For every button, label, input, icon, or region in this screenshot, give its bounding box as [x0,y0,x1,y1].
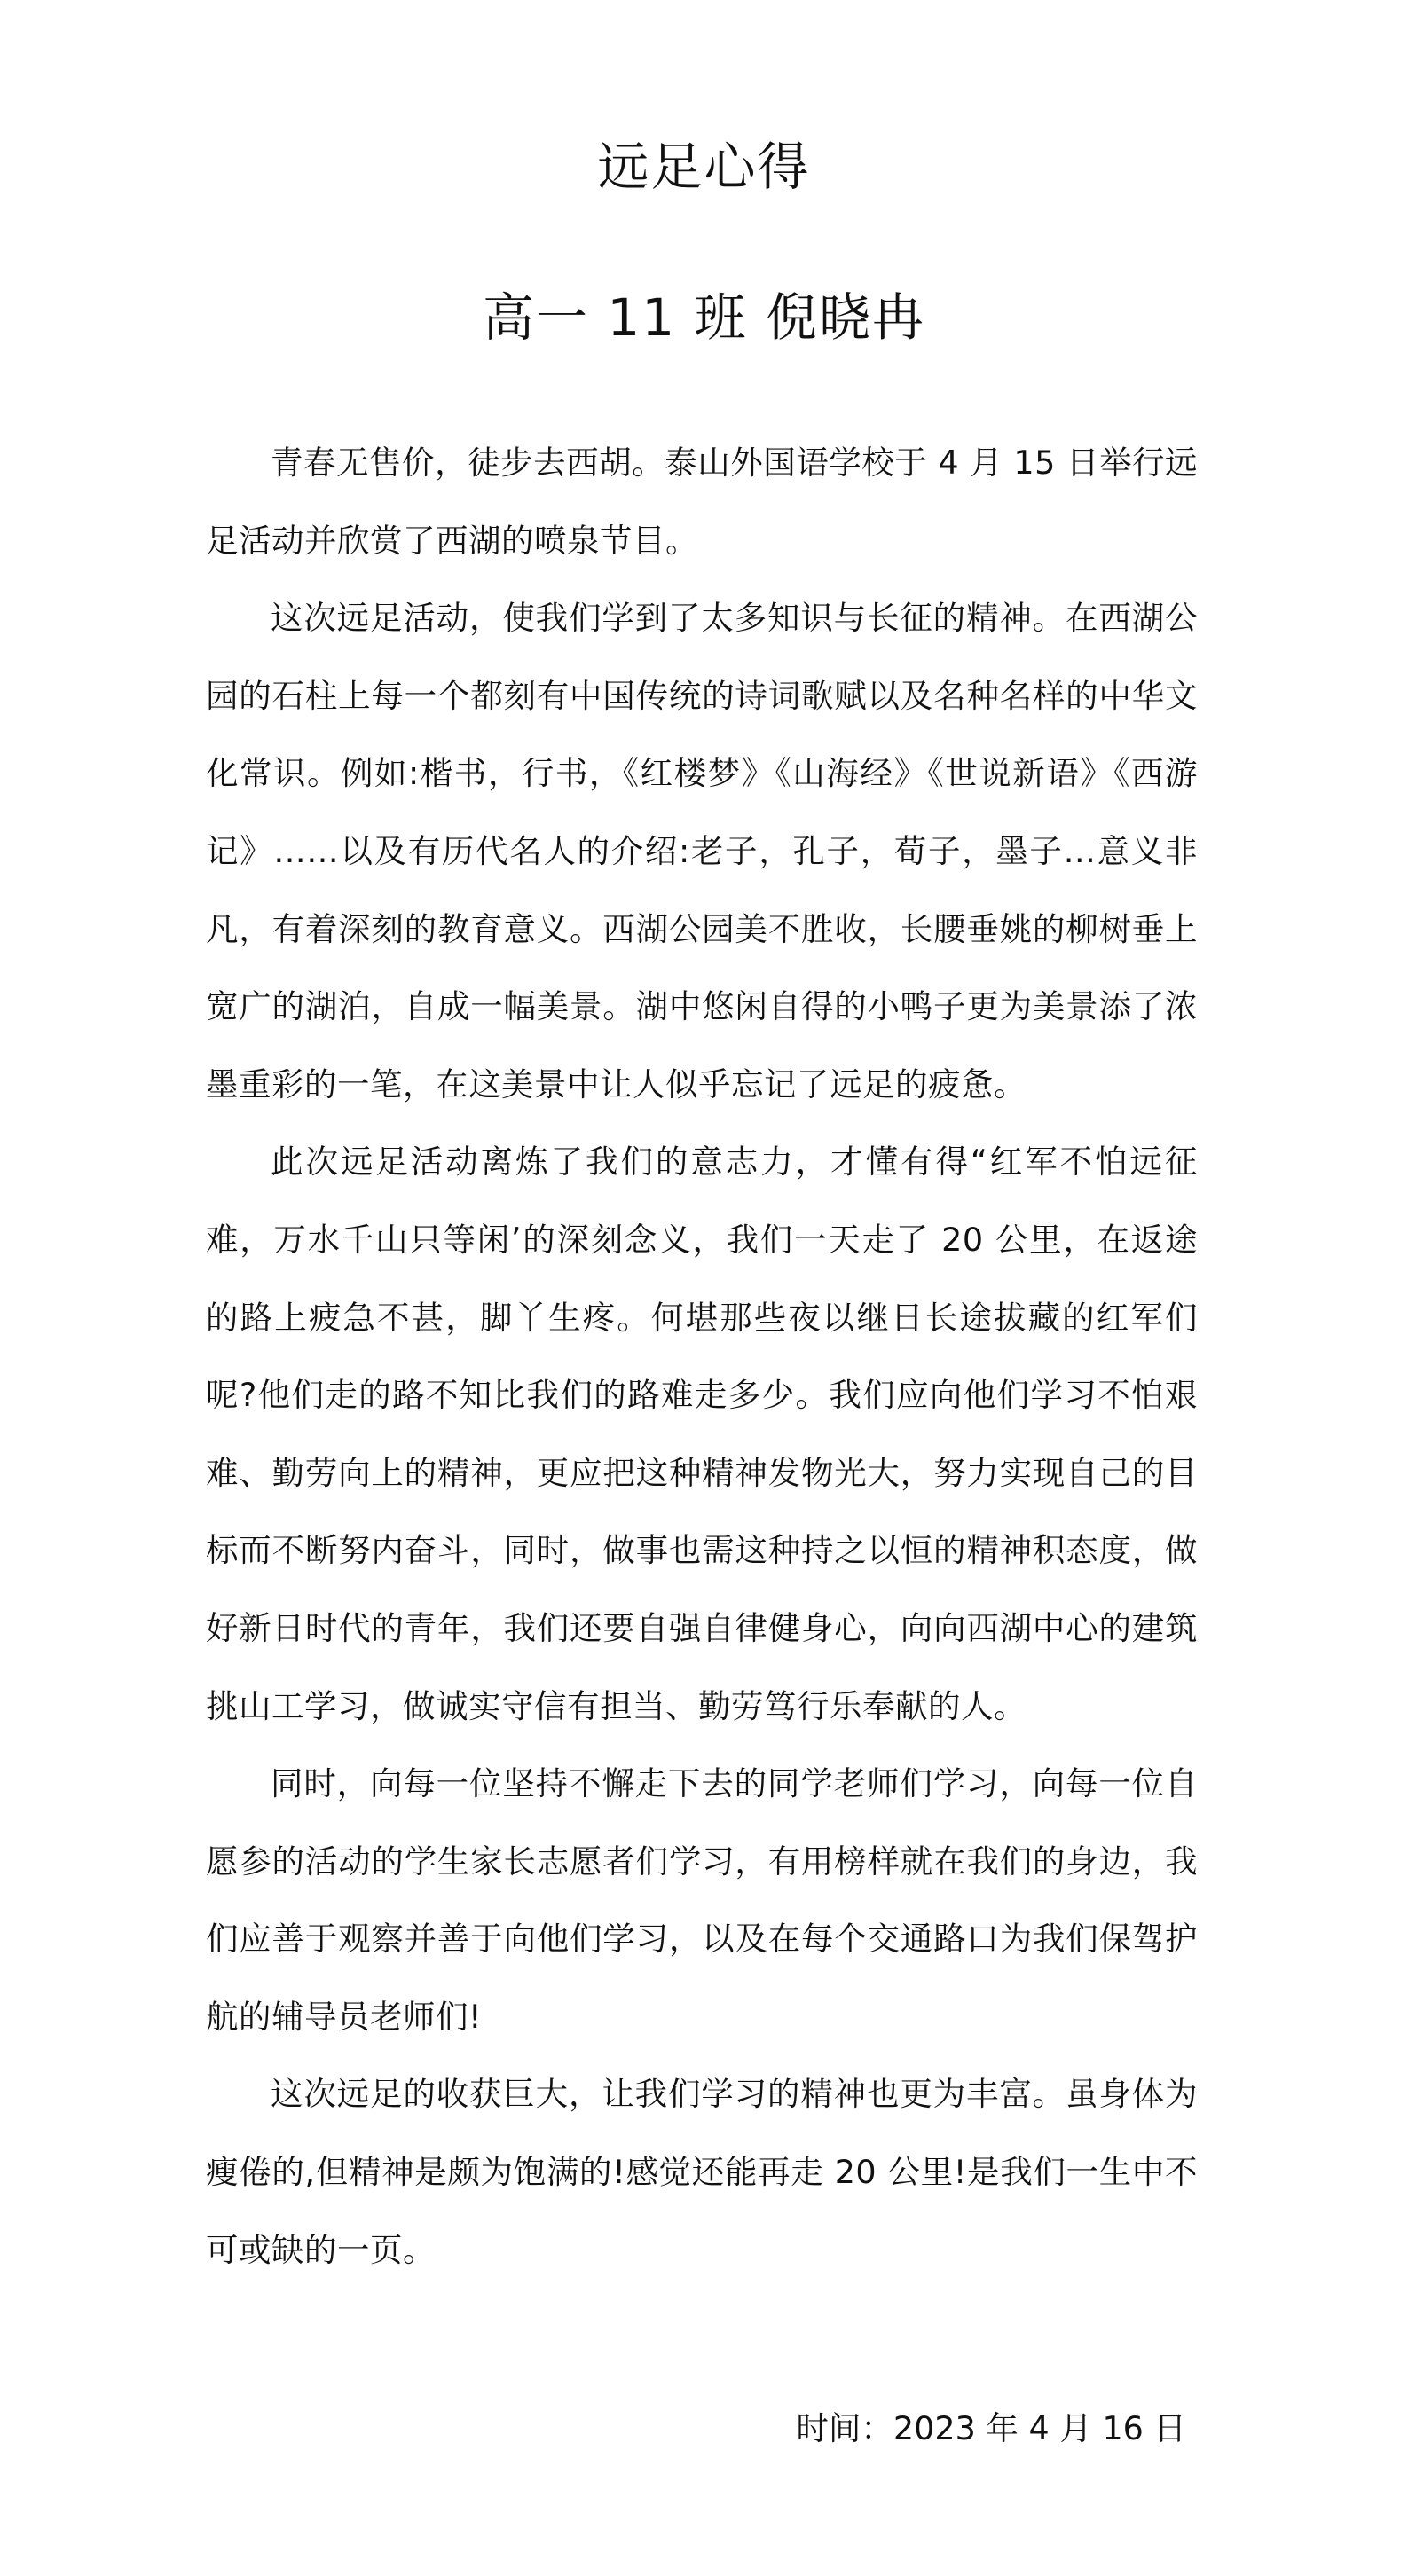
document-title: 远足心得 [597,137,811,197]
paragraph-4: 同时，向每一位坚持不懈走下去的同学老师们学习，向每一位自愿参的活动的学生家长志愿者们学习，有用榜样就在我们的身边，我们应善于观察并善于向他们学习，以及在每个交通路口为我们保驾护航的辅导员老师们! [206,1764,1198,2036]
paragraph-3: 此次远足活动离炼了我们的意志力，才懂有得“红军不怕远征难，万水千山只等闲’的深刻念义，我们一天走了 20 公里，在返途的路上疲急不甚，脚丫生疼。何堪那些夜以继日长途拔藏的红军们呢?他们走的路不知比我们的路难走多少。我们应向他们学习不怕艰难、勤劳向上的精神，更应把这种精神发物光大，努力实现自己的目标而不断努内奋斗，同时，做事也需这种持之以恒的精神积态度，做好新日时代的青年，我们还要自强自律健身心，向向西湖中心的建筑挑山工学习，做诚实守信有担当、勤劳笃行乐奉献的人。 [206,1143,1198,1725]
paragraph-5: 这次远足的收获巨大，让我们学习的精神也更为丰富。虽身体为瘦倦的,但精神是颇为饱满的!感觉还能再走 20 公里!是我们一生中不可或缺的一页。 [206,2075,1198,2269]
author-line: 高一 11 班 倪晓冉 [482,287,926,348]
date-line: 时间：2023 年 4 月 16 日 [796,2409,1186,2447]
paragraph-1: 青春无售价，徒步去西胡。泰山外国语学校于 4 月 15 日举行远足活动并欣赏了西湖的喷泉节目。 [206,444,1198,560]
document-body [206,424,1198,2289]
paragraph-2: 这次远足活动，使我们学到了太多知识与长征的精神。在西湖公园的石柱上每一个都刻有中国传统的诗词歌赋以及名种名样的中华文化常识。例如:楷书，行书，《红楼梦》《山海经》《世说新语》《西游记》……以及有历代名人的介绍:老子，孔子，荀子，墨子…意义非凡，有着深刻的教育意义。西湖公园美不胜收，长腰垂姚的柳树垂上宽广的湖泊，自成一幅美景。湖中悠闲自得的小鸭子更为美景添了浓墨重彩的一笔，在这美景中让人似乎忘记了远足的疲惫。 [206,599,1198,1103]
